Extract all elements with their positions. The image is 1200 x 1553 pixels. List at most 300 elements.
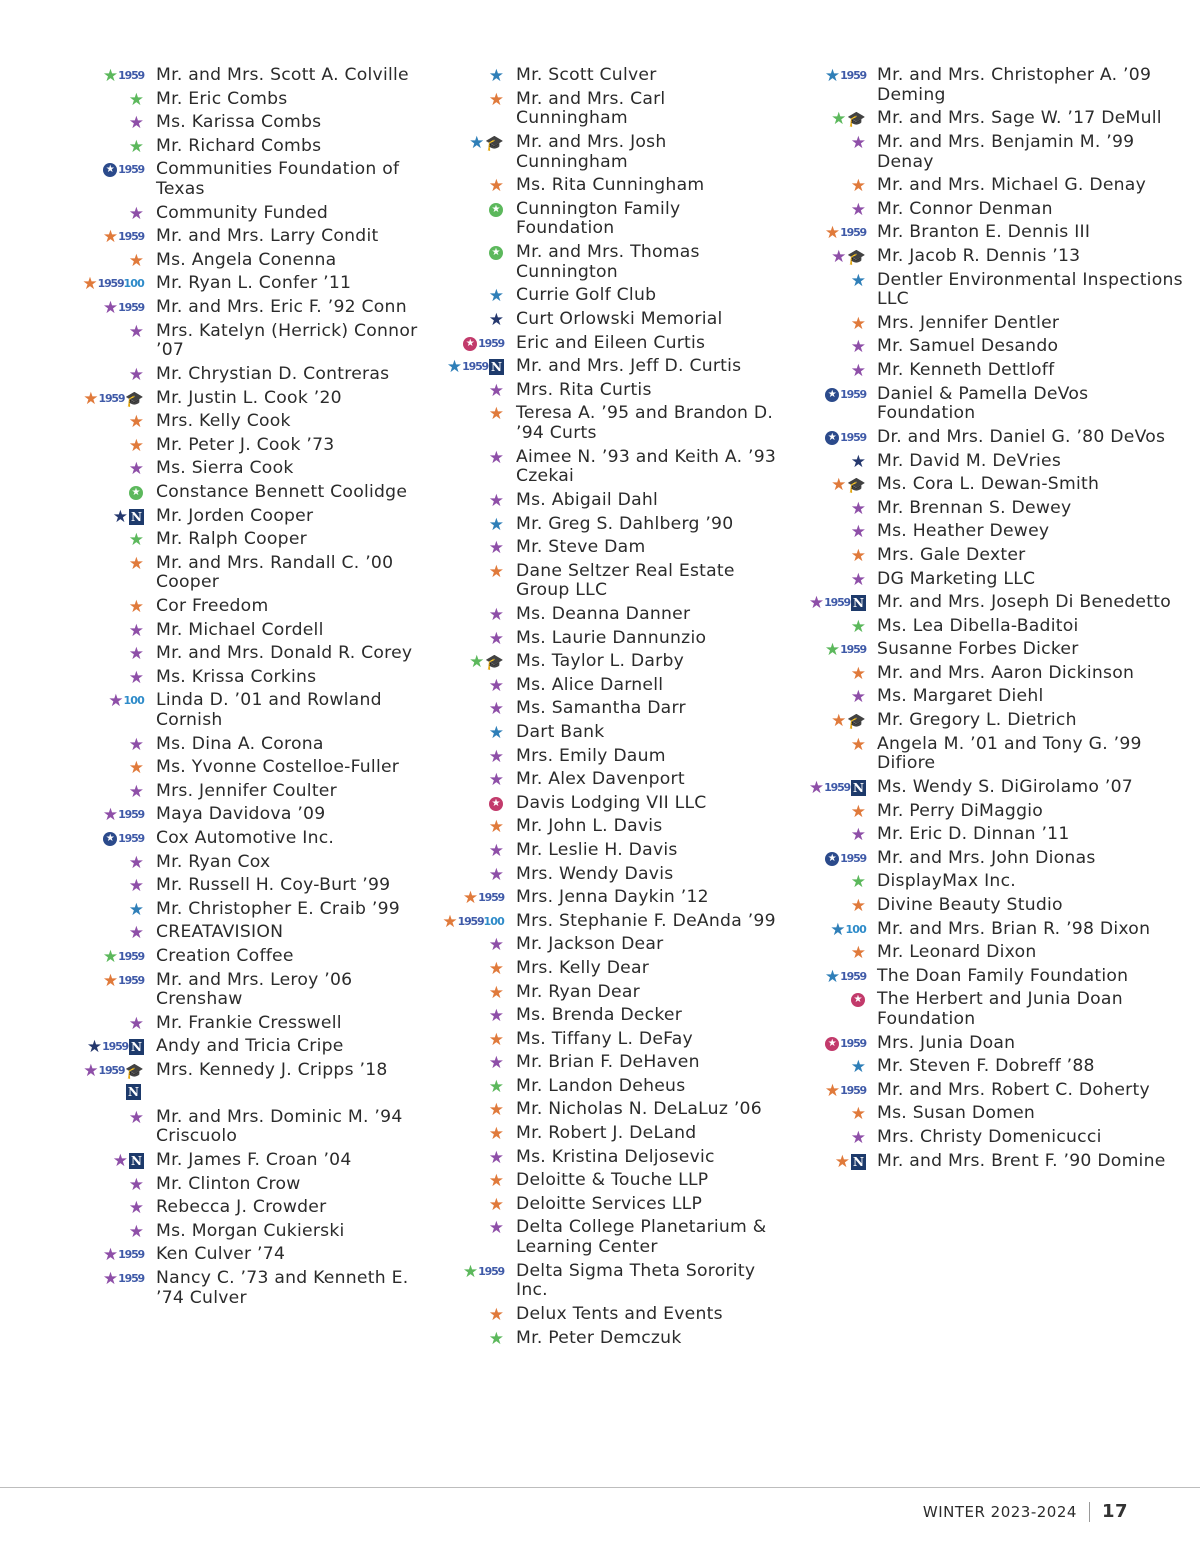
- recognition-icons: [792, 224, 866, 242]
- recognition-icons: [0, 508, 144, 526]
- donor-name: Mr. Leslie H. Davis: [516, 839, 678, 860]
- orange-star-icon: ★: [128, 412, 144, 433]
- donor-entry: [0, 1198, 430, 1218]
- recognition-icons: [0, 759, 144, 777]
- donor-entry: [0, 459, 430, 479]
- donor-entry: [792, 475, 1192, 495]
- northwood-n-icon: N: [129, 509, 144, 525]
- donor-entry: [0, 412, 430, 432]
- donor-entry: [0, 483, 430, 503]
- orange-star-icon: ★: [128, 435, 144, 456]
- donor-entry: [432, 888, 782, 908]
- recognition-icons: [0, 669, 144, 687]
- graduation-cap-icon: 🎓: [847, 476, 866, 495]
- donor-entry: [0, 365, 430, 385]
- donor-entry: [432, 1171, 782, 1191]
- donor-name: Ms. Morgan Cukierski: [156, 1220, 345, 1241]
- donor-name: Ms. Susan Domen: [877, 1103, 1036, 1124]
- donor-name: Mrs. Kennedy J. Cripps ’18: [156, 1060, 388, 1081]
- purple-star-icon: ★: [850, 825, 866, 846]
- donor-entry: [432, 770, 782, 790]
- recognition-icons: [792, 248, 866, 266]
- donor-entry: [0, 1108, 430, 1147]
- donor-name: Mr. and Mrs. Brian R. ’98 Dixon: [877, 918, 1151, 939]
- recognition-icons: [432, 653, 504, 671]
- purple-star-icon: ★: [488, 840, 504, 861]
- recognition-icons: [792, 547, 866, 565]
- recognition-icons: [0, 924, 144, 942]
- donor-entry: [0, 137, 430, 157]
- society-1959-icon: 1959: [478, 1264, 504, 1278]
- donor-entry: [432, 334, 782, 354]
- orange-star-icon: ★: [128, 250, 144, 271]
- donor-entry: [432, 699, 782, 719]
- donor-name: Mrs. Jennifer Dentler: [877, 312, 1060, 333]
- purple-star-icon: ★: [488, 605, 504, 626]
- recognition-icons: [0, 948, 144, 966]
- society-1959-icon: 1959: [840, 643, 866, 657]
- recognition-icons: [432, 516, 504, 534]
- donor-name: Mrs. Jenna Daykin ’12: [516, 887, 709, 908]
- recognition-icons: [792, 110, 866, 128]
- orange-star-icon: ★: [488, 958, 504, 979]
- graduation-cap-icon: 🎓: [485, 133, 504, 152]
- purple-star-icon: ★: [850, 199, 866, 220]
- navy-star-icon: ★: [850, 451, 866, 472]
- donor-entry: [792, 570, 1192, 590]
- donor-name: Ms. Samantha Darr: [516, 698, 686, 719]
- purple-star-icon: ★: [128, 364, 144, 385]
- donor-name: Angela M. ’01 and Tony G. ’99 Difiore: [877, 733, 1142, 774]
- orange-star-icon: ★: [128, 758, 144, 779]
- red-circle-star-icon: ★: [825, 1037, 839, 1051]
- donor-entry: [0, 644, 430, 664]
- recognition-icons: [792, 272, 866, 290]
- donor-name: Mr. and Mrs. Brent F. ’90 Domine: [877, 1150, 1166, 1171]
- navy-circle-star-icon: ★: [103, 832, 117, 846]
- recognition-icons: [432, 748, 504, 766]
- donor-entry: [792, 271, 1192, 310]
- donor-name: Communities Foundation of Texas: [156, 159, 400, 200]
- donor-name: Rebecca J. Crowder: [156, 1197, 327, 1218]
- donor-entry: [432, 310, 782, 330]
- purple-star-icon: ★: [488, 770, 504, 791]
- recognition-icons: [792, 453, 866, 471]
- donor-entry: [0, 322, 430, 361]
- donor-name: Mr. Michael Cordell: [156, 619, 324, 640]
- donor-entry: [0, 876, 430, 896]
- purple-star-icon: ★: [112, 1150, 128, 1171]
- recognition-icons: [0, 161, 144, 179]
- recognition-icons: [432, 889, 504, 907]
- northwood-n-icon: N: [126, 1084, 141, 1100]
- donor-name: Mr. Steve Dam: [516, 537, 646, 558]
- donor-name: Mr. and Mrs. Larry Condit: [156, 226, 379, 247]
- purple-star-icon: ★: [128, 1174, 144, 1195]
- society-1959-icon: 1959: [457, 914, 484, 928]
- recognition-icons: [432, 492, 504, 510]
- donor-name: Mr. Brennan S. Dewey: [877, 497, 1072, 518]
- recognition-icons: [432, 539, 504, 557]
- recognition-icons: [432, 177, 504, 195]
- society-1959-icon: 1959: [840, 851, 866, 865]
- recognition-icons: [0, 413, 144, 431]
- recognition-icons: [0, 1199, 144, 1217]
- donor-entry: [792, 778, 1192, 798]
- green-star-icon: ★: [850, 616, 866, 637]
- donor-name: Mr. Alex Davenport: [516, 769, 685, 790]
- orange-star-icon: ★: [82, 274, 98, 295]
- donor-name: Ken Culver ’74: [156, 1244, 286, 1265]
- orange-star-icon: ★: [488, 817, 504, 838]
- donor-entry: [792, 990, 1192, 1029]
- donor-name: Divine Beauty Studio: [877, 894, 1063, 915]
- donor-entry: [432, 865, 782, 885]
- recognition-icons: [432, 563, 504, 581]
- purple-star-icon: ★: [488, 538, 504, 559]
- donor-name: Mr. Frankie Cresswell: [156, 1012, 342, 1033]
- recognition-icons: [792, 1035, 866, 1053]
- donor-name: Maya Davidova ’09: [156, 804, 326, 825]
- recognition-icons: [432, 771, 504, 789]
- purple-star-icon: ★: [488, 864, 504, 885]
- orange-star-icon: ★: [488, 561, 504, 582]
- green-star-icon: ★: [469, 652, 485, 673]
- donor-name: Linda D. ’01 and Rowland Cornish: [156, 690, 382, 731]
- page-footer: [923, 1501, 1128, 1522]
- recognition-icons: [432, 201, 504, 217]
- recognition-icons: [0, 1246, 144, 1264]
- northwood-n-icon: N: [489, 359, 504, 375]
- recognition-icons: [432, 960, 504, 978]
- navy-star-icon: ★: [112, 506, 128, 527]
- purple-star-icon: ★: [850, 522, 866, 543]
- recognition-icons: [432, 1149, 504, 1167]
- purple-star-icon: ★: [128, 852, 144, 873]
- club-100-icon: 100: [123, 277, 144, 291]
- donor-name: Mrs. Kelly Dear: [516, 957, 650, 978]
- donor-name: Ms. Margaret Diehl: [877, 686, 1044, 707]
- donor-entry: [792, 499, 1192, 519]
- donor-name: Mr. and Mrs. Sage W. ’17 DeMull: [877, 108, 1162, 129]
- donor-name: Mr. James F. Croan ’04: [156, 1149, 352, 1170]
- donor-name: Ms. Angela Conenna: [156, 249, 337, 270]
- donor-entry: [0, 691, 430, 730]
- recognition-icons: [792, 921, 866, 939]
- donor-entry: [0, 90, 430, 110]
- donor-entry: [792, 849, 1192, 869]
- green-circle-star-icon: ★: [489, 203, 503, 217]
- donor-name: Cunnington Family Foundation: [516, 198, 681, 239]
- donor-entry: [432, 1006, 782, 1026]
- donor-name: Mr. and Mrs. Randall C. ’00 Cooper: [156, 552, 394, 593]
- donor-entry: [432, 1100, 782, 1120]
- recognition-icons: [792, 1153, 866, 1171]
- donor-entry: [0, 66, 430, 86]
- blue-star-icon: ★: [850, 270, 866, 291]
- recognition-icons: [792, 688, 866, 706]
- graduation-cap-icon: 🎓: [125, 1062, 144, 1081]
- donor-name: Andy and Tricia Cripe: [156, 1036, 344, 1057]
- donor-entry: [432, 1262, 782, 1301]
- purple-star-icon: ★: [102, 1245, 119, 1266]
- recognition-icons: [792, 641, 866, 659]
- donor-name: Mrs. Emily Daum: [516, 745, 666, 766]
- donor-name: Mr. and Mrs. Donald R. Corey: [156, 643, 413, 664]
- donor-column-2: [432, 66, 782, 1352]
- donor-entry: [432, 1195, 782, 1215]
- orange-star-icon: ★: [850, 1104, 866, 1125]
- donor-entry: [432, 747, 782, 767]
- purple-star-icon: ★: [488, 628, 504, 649]
- donor-name: DG Marketing LLC: [877, 568, 1036, 589]
- donor-name: Mr. Ryan Cox: [156, 851, 271, 872]
- orange-star-icon: ★: [488, 1100, 504, 1121]
- green-star-icon: ★: [850, 872, 866, 893]
- recognition-icons: [0, 622, 144, 640]
- society-1959-icon: 1959: [840, 69, 866, 82]
- society-1959-icon: 1959: [118, 163, 144, 177]
- donor-name: Mr. and Mrs. Joseph Di Benedetto: [877, 592, 1171, 613]
- orange-star-icon: ★: [831, 475, 847, 496]
- recognition-icons: [0, 1223, 144, 1241]
- footer-divider: [0, 1487, 1200, 1488]
- donor-name: Dentler Environmental Inspections LLC: [877, 269, 1183, 310]
- donor-name: Ms. Yvonne Costelloe-Fuller: [156, 757, 400, 778]
- donor-entry: [0, 735, 430, 755]
- donor-name: Mr. Greg S. Dahlberg ’90: [516, 513, 734, 534]
- society-1959-icon: 1959: [824, 596, 850, 610]
- donor-entry: [432, 1218, 782, 1257]
- donor-entry: [792, 176, 1192, 196]
- donor-name: Mr. and Mrs. Robert C. Doherty: [877, 1079, 1150, 1100]
- blue-star-icon: ★: [824, 66, 841, 86]
- recognition-icons: [0, 1152, 144, 1170]
- green-star-icon: ★: [488, 1328, 504, 1349]
- donor-entry: [0, 274, 430, 294]
- donor-entry: [432, 817, 782, 837]
- blue-star-icon: ★: [488, 66, 504, 86]
- recognition-icons: [432, 795, 504, 811]
- orange-star-icon: ★: [850, 895, 866, 916]
- donor-entry: [792, 385, 1192, 424]
- purple-star-icon: ★: [128, 923, 144, 944]
- orange-star-icon: ★: [834, 1151, 850, 1172]
- graduation-cap-icon: 🎓: [125, 389, 144, 408]
- donor-entry: [432, 357, 782, 377]
- donor-entry: [432, 1030, 782, 1050]
- orange-star-icon: ★: [488, 1305, 504, 1326]
- donor-entry: [792, 640, 1192, 660]
- recognition-icons: [0, 877, 144, 895]
- recognition-icons: [432, 335, 504, 353]
- recognition-icons: [0, 91, 144, 109]
- donor-entry: [0, 530, 430, 550]
- donor-entry: [432, 404, 782, 443]
- donor-name: Ms. Brenda Decker: [516, 1005, 683, 1026]
- donor-name: Ms. Rita Cunningham: [516, 175, 705, 196]
- donor-name: Dart Bank: [516, 721, 605, 742]
- donor-entry: [432, 652, 782, 672]
- recognition-icons: [792, 386, 866, 404]
- purple-star-icon: ★: [102, 1268, 119, 1289]
- orange-star-icon: ★: [488, 89, 504, 110]
- donor-name: Mrs. Gale Dexter: [877, 544, 1026, 565]
- recognition-icons: [0, 854, 144, 872]
- donor-name: Mr. Landon Deheus: [516, 1075, 686, 1096]
- purple-star-icon: ★: [128, 1107, 144, 1128]
- donor-name: Mr. Justin L. Cook ’20: [156, 387, 342, 408]
- purple-star-icon: ★: [128, 876, 144, 897]
- society-1959-icon: 1959: [118, 1248, 144, 1262]
- green-circle-star-icon: ★: [489, 246, 503, 260]
- donor-name: Mr. Christopher E. Craib ’99: [156, 898, 400, 919]
- donor-name: Mr. Peter J. Cook ’73: [156, 434, 335, 455]
- donor-name: Mr. David M. DeVries: [877, 450, 1062, 471]
- society-1959-icon: 1959: [840, 226, 866, 240]
- recognition-icons: [432, 606, 504, 624]
- northwood-n-icon: N: [129, 1039, 144, 1055]
- recognition-icons: [0, 460, 144, 478]
- donor-name: Mr. Connor Denman: [877, 198, 1053, 219]
- society-1959-icon: 1959: [478, 891, 504, 905]
- donor-entry: [0, 1222, 430, 1242]
- donor-name: Mr. John L. Davis: [516, 816, 663, 837]
- donor-entry: [0, 554, 430, 593]
- donor-entry: [432, 1148, 782, 1168]
- society-1959-icon: 1959: [98, 1064, 125, 1078]
- recognition-icons: [792, 1105, 866, 1123]
- donor-name: Mr. Brian F. DeHaven: [516, 1052, 700, 1073]
- donor-name: Mrs. Jennifer Coulter: [156, 780, 337, 801]
- donor-name: Dr. and Mrs. Daniel G. ’80 DeVos: [877, 426, 1166, 447]
- orange-star-icon: ★: [850, 313, 866, 334]
- recognition-icons: [432, 1263, 504, 1281]
- orange-star-icon: ★: [488, 176, 504, 197]
- donor-name: Mrs. Wendy Davis: [516, 863, 674, 884]
- donor-entry: [792, 522, 1192, 542]
- donor-entry: [432, 66, 782, 86]
- recognition-icons: [792, 67, 866, 85]
- donor-entry: [0, 251, 430, 271]
- purple-star-icon: ★: [488, 1218, 504, 1239]
- purple-star-icon: ★: [128, 113, 144, 134]
- page-number: 17: [1101, 1501, 1128, 1522]
- purple-star-icon: ★: [488, 1006, 504, 1027]
- donor-name: Mr. and Mrs. Scott A. Colville: [156, 65, 409, 85]
- donor-entry: [432, 133, 782, 172]
- recognition-icons: [0, 114, 144, 132]
- donor-entry: [792, 735, 1192, 774]
- donor-name: Mrs. Katelyn (Herrick) Connor ’07: [156, 320, 418, 361]
- green-star-icon: ★: [488, 1076, 504, 1097]
- navy-star-icon: ★: [86, 1037, 103, 1058]
- donor-entry: [792, 920, 1192, 940]
- recognition-icons: [792, 523, 866, 541]
- orange-star-icon: ★: [102, 970, 119, 991]
- donor-entry: [792, 314, 1192, 334]
- northwood-n-icon: N: [851, 1154, 866, 1170]
- recognition-icons: [0, 67, 144, 85]
- recognition-icons: [432, 91, 504, 109]
- donor-entry: [792, 361, 1192, 381]
- recognition-icons: [0, 1062, 144, 1080]
- society-1959-icon: 1959: [118, 301, 144, 315]
- donor-entry: [0, 227, 430, 247]
- donor-name: Mr. and Mrs. Benjamin M. ’99 Denay: [877, 131, 1135, 172]
- green-star-icon: ★: [102, 947, 119, 967]
- purple-star-icon: ★: [850, 498, 866, 519]
- donor-name: Mr. and Mrs. Thomas Cunnington: [516, 242, 700, 282]
- donor-entry: [0, 1151, 430, 1171]
- orange-star-icon: ★: [850, 663, 866, 684]
- donor-name: Mr. Ryan L. Confer ’11: [156, 273, 352, 294]
- purple-star-icon: ★: [128, 1013, 144, 1034]
- orange-star-icon: ★: [83, 388, 99, 409]
- donor-name: The Herbert and Junia Doan Foundation: [877, 989, 1123, 1029]
- orange-star-icon: ★: [128, 596, 144, 617]
- society-1959-icon: 1959: [478, 336, 504, 350]
- donor-name: Dane Seltzer Real Estate Group LLC: [516, 560, 735, 601]
- red-circle-star-icon: ★: [463, 337, 477, 351]
- recognition-icons: [0, 783, 144, 801]
- donor-name: Mr. Gregory L. Dietrich: [877, 710, 1077, 731]
- donor-name: Mr. Eric Combs: [156, 88, 288, 109]
- recognition-icons: [432, 244, 504, 260]
- recognition-icons: [432, 936, 504, 954]
- donor-name: Mr. Ralph Cooper: [156, 529, 307, 550]
- recognition-icons: [432, 984, 504, 1002]
- donor-entry: [0, 1245, 430, 1265]
- society-1959-icon: 1959: [824, 780, 850, 794]
- recognition-icons: [0, 390, 144, 408]
- recognition-icons: [432, 311, 504, 329]
- recognition-icons: [0, 1176, 144, 1194]
- donor-entry: [792, 825, 1192, 845]
- donor-entry: [792, 664, 1192, 684]
- purple-star-icon: ★: [488, 746, 504, 767]
- recognition-icons: [0, 252, 144, 270]
- recognition-icons: [0, 1270, 144, 1288]
- green-star-icon: ★: [462, 1261, 479, 1282]
- society-1959-icon: 1959: [102, 1040, 128, 1054]
- orange-star-icon: ★: [850, 176, 866, 197]
- donor-entry: [0, 597, 430, 617]
- purple-star-icon: ★: [128, 734, 144, 755]
- recognition-icons: [432, 287, 504, 305]
- donor-entry: [0, 1061, 430, 1104]
- orange-star-icon: ★: [850, 545, 866, 566]
- purple-star-icon: ★: [102, 805, 119, 826]
- donor-name: Ms. Laurie Dannunzio: [516, 627, 707, 648]
- donor-name: Ms. Taylor L. Darby: [516, 651, 685, 672]
- recognition-icons: [792, 500, 866, 518]
- society-1959-icon: 1959: [118, 832, 144, 846]
- donor-entry: [432, 176, 782, 196]
- green-star-icon: ★: [824, 640, 841, 661]
- donor-name: Mr. and Mrs. Eric F. ’92 Conn: [156, 297, 407, 318]
- donor-entry: [0, 621, 430, 641]
- recognition-icons: [432, 1054, 504, 1072]
- donor-entry: [432, 515, 782, 535]
- donor-name: Delux Tents and Events: [516, 1304, 723, 1325]
- recognition-icons: [0, 692, 144, 710]
- orange-star-icon: ★: [488, 1194, 504, 1215]
- footer-separator: [1089, 1502, 1090, 1522]
- purple-star-icon: ★: [488, 447, 504, 468]
- recognition-icons: [0, 736, 144, 754]
- orange-star-icon: ★: [850, 734, 866, 755]
